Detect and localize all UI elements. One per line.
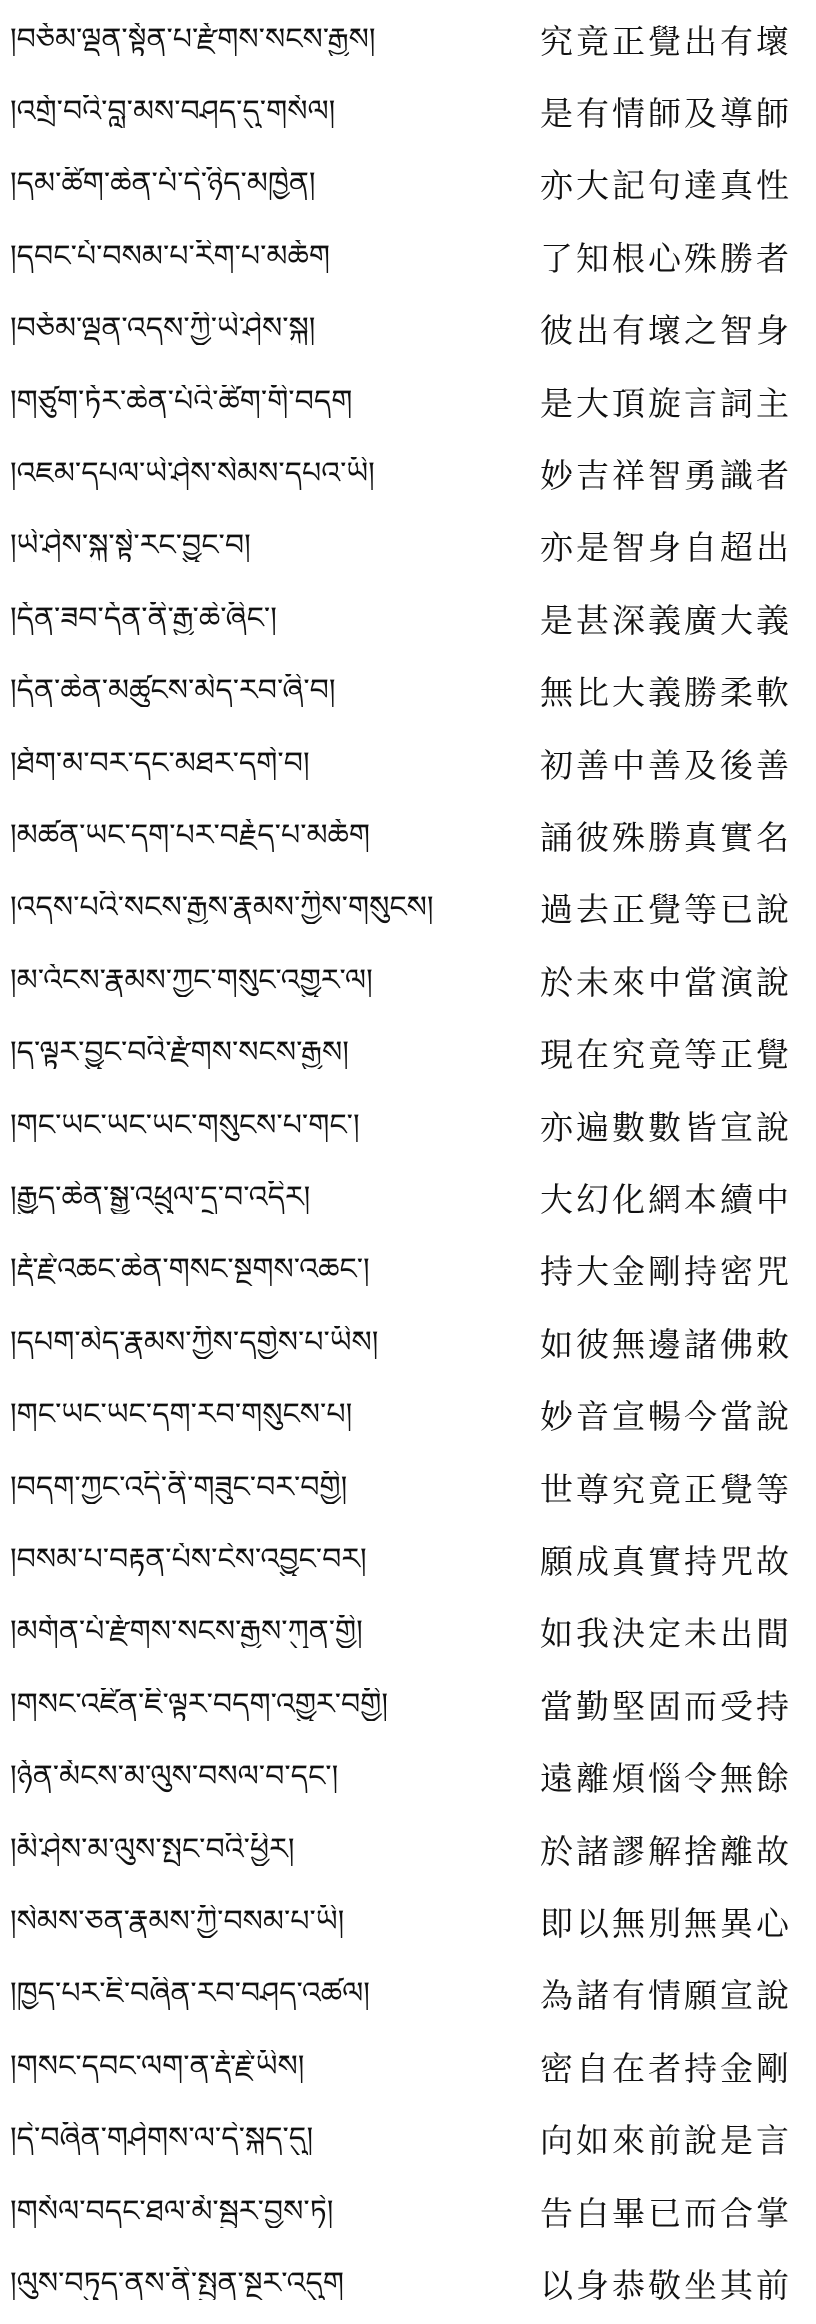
verse-line (0, 513, 816, 579)
tibetan-verse-text: །དོན་ཆེན་མཚུངས་མེད་རབ་ཞི་བ། (10, 674, 336, 708)
chinese-verse-text: 了知根心殊勝者 (540, 238, 792, 278)
tibetan-verse-text: །མི་ཤེས་མ་ལུས་སྤང་བའི་ཕྱིར། (10, 1832, 295, 1866)
tibetan-verse-text: །བཅོམ་ལྡན་འདས་ཀྱི་ཡེ་ཤེས་སྐུ། (10, 312, 316, 346)
chinese-verse-text: 過去正覺等已說 (540, 890, 792, 930)
tibetan-verse-text: །བཅོམ་ལྡན་སྟོན་པ་རྫོགས་སངས་རྒྱས། (10, 22, 376, 56)
chinese-verse-text: 彼出有壞之智身 (540, 311, 792, 351)
verse-line (0, 6, 816, 72)
verse-line (0, 1454, 816, 1520)
tibetan-verse-text: །རྡོ་རྗེ་འཆང་ཆེན་གསང་སྔགས་འཆང་། (10, 1253, 370, 1287)
tibetan-verse-text: །དམ་ཚིག་ཆེན་པོ་དེ་ཉིད་མཁྱེན། (10, 167, 316, 201)
tibetan-verse-text: །གསང་དབང་ལག་ན་རྡོ་རྗེ་ཡིས། (10, 2049, 305, 2083)
verse-line (0, 2106, 816, 2172)
chinese-verse-text: 為諸有情願宣說 (540, 1976, 792, 2016)
tibetan-verse-text: །མ་འོངས་རྣམས་ཀྱང་གསུང་འགྱུར་ལ། (10, 963, 373, 997)
verse-line (0, 585, 816, 651)
tibetan-verse-text: །བསམ་པ་བརྟན་པོས་ངེས་འབྱུང་བར། (10, 1542, 367, 1576)
tibetan-verse-text: །འདས་པའི་སངས་རྒྱས་རྣམས་ཀྱིས་གསུངས། (10, 891, 434, 925)
verse-line (0, 223, 816, 289)
tibetan-verse-text: །དོན་ཟབ་དོན་ནི་རྒྱ་ཆེ་ཞིང་། (10, 601, 277, 635)
chinese-verse-text: 世尊究竟正覺等 (540, 1469, 792, 1509)
verse-line (0, 1816, 816, 1882)
tibetan-verse-text: །ལུས་བཏུད་ནས་ནི་སྤྱན་སྔར་འདུག (10, 2266, 344, 2300)
verse-line (0, 1237, 816, 1303)
chinese-verse-text: 如我決定未出間 (540, 1614, 792, 1654)
chinese-verse-text: 持大金剛持密咒 (540, 1252, 792, 1292)
tibetan-verse-text: །དབང་པོ་བསམ་པ་རིག་པ་མཆོག (10, 239, 330, 273)
tibetan-verse-text: །མགོན་པོ་རྫོགས་སངས་རྒྱས་ཀུན་གྱི། (10, 1615, 363, 1649)
chinese-verse-text: 現在究竟等正覺 (540, 1035, 792, 1075)
verse-line (0, 802, 816, 868)
verse-line (0, 1526, 816, 1592)
tibetan-verse-text: །གསོལ་བདང་ཐལ་མོ་སྦྱར་བྱས་ཏེ། (10, 2194, 334, 2228)
tibetan-verse-text: །གང་ཡང་ཡང་ཡང་གསུངས་པ་གང་། (10, 1108, 360, 1142)
chinese-verse-text: 遠離煩惱令無餘 (540, 1759, 792, 1799)
verse-line (0, 296, 816, 362)
verse-line (0, 730, 816, 796)
tibetan-verse-text: །ད་ལྟར་བྱུང་བའི་རྫོགས་སངས་རྒྱས། (10, 1036, 349, 1070)
tibetan-verse-text: །ཡེ་ཤེས་སྐུ་སྟེ་རང་བྱུང་བ། (10, 529, 251, 563)
tibetan-verse-text: །རྒྱུད་ཆེན་སྒྱུ་འཕྲུལ་དྲ་བ་འདིར། (10, 1180, 311, 1214)
chinese-verse-text: 是甚深義廣大義 (540, 600, 792, 640)
tibetan-verse-text: །ཐོག་མ་བར་དང་མཐར་དགེ་བ། (10, 746, 310, 780)
tibetan-verse-text: །གཙུག་ཏོར་ཆེན་པོའི་ཚིག་གི་བདག (10, 384, 353, 418)
verse-line (0, 1599, 816, 1665)
verse-line (0, 1164, 816, 1230)
chinese-verse-text: 當勤堅固而受持 (540, 1686, 792, 1726)
chinese-verse-text: 無比大義勝柔軟 (540, 673, 792, 713)
chinese-verse-text: 於未來中當演說 (540, 962, 792, 1002)
chinese-verse-text: 於諸謬解捨離故 (540, 1831, 792, 1871)
verse-line (0, 1020, 816, 1086)
chinese-verse-text: 妙吉祥智勇識者 (540, 455, 792, 495)
chinese-verse-text: 究竟正覺出有壞 (540, 21, 792, 61)
chinese-verse-text: 願成真實持咒故 (540, 1541, 792, 1581)
verse-line (0, 947, 816, 1013)
tibetan-verse-text: །སེམས་ཅན་རྣམས་ཀྱི་བསམ་པ་ཡི། (10, 1904, 345, 1938)
verse-line (0, 658, 816, 724)
chinese-verse-text: 即以無別無異心 (540, 1903, 792, 1943)
verse-line (0, 2250, 816, 2316)
verse-line (0, 368, 816, 434)
tibetan-verse-text: །དེ་བཞིན་གཤེགས་ལ་དེ་སྐད་དུ། (10, 2122, 314, 2156)
verse-line (0, 151, 816, 217)
verse-line (0, 2178, 816, 2244)
chinese-verse-text: 誦彼殊勝真實名 (540, 817, 792, 857)
tibetan-verse-text: །ཁྱད་པར་ཇི་བཞིན་རབ་བཤད་འཚལ། (10, 1977, 370, 2011)
tibetan-verse-text: །ཉོན་མོངས་མ་ལུས་བསལ་བ་དང་། (10, 1760, 339, 1794)
tibetan-verse-text: །གང་ཡང་ཡང་དག་རབ་གསུངས་པ། (10, 1398, 353, 1432)
tibetan-verse-text: །མཚན་ཡང་དག་པར་བརྗོད་པ་མཆོག (10, 818, 371, 852)
tibetan-verse-text: །དཔག་མེད་རྣམས་ཀྱིས་དགྱེས་པ་ཡིས། (10, 1325, 379, 1359)
verse-line (0, 1888, 816, 1954)
tibetan-verse-text: །བདག་ཀྱང་འདི་ནི་གཟུང་བར་བགྱི། (10, 1470, 348, 1504)
chinese-verse-text: 亦大記句達真性 (540, 166, 792, 206)
tibetan-verse-text: །གསང་འཛིན་ཇི་ལྟར་བདག་འགྱུར་བགྱི། (10, 1687, 389, 1721)
chinese-verse-text: 告白畢已而合掌 (540, 2193, 792, 2233)
chinese-verse-text: 向如來前說是言 (540, 2121, 792, 2161)
verse-line (0, 1092, 816, 1158)
chinese-verse-text: 密自在者持金剛 (540, 2048, 792, 2088)
chinese-verse-text: 大幻化網本續中 (540, 1179, 792, 1219)
tibetan-verse-text: །འགྲོ་བའི་བླ་མས་བཤད་དུ་གསོལ། (10, 94, 336, 128)
verse-line (0, 1744, 816, 1810)
verse-line (0, 1309, 816, 1375)
verse-line (0, 2033, 816, 2099)
chinese-verse-text: 以身恭敬坐其前 (540, 2265, 792, 2305)
verse-line (0, 78, 816, 144)
chinese-verse-text: 亦是智身自超出 (540, 528, 792, 568)
verse-line (0, 440, 816, 506)
chinese-verse-text: 初善中善及後善 (540, 745, 792, 785)
chinese-verse-text: 是有情師及導師 (540, 93, 792, 133)
verse-line (0, 875, 816, 941)
chinese-verse-text: 如彼無邊諸佛敕 (540, 1324, 792, 1364)
chinese-verse-text: 妙音宣暢今當說 (540, 1397, 792, 1437)
verse-line (0, 1382, 816, 1448)
verse-line (0, 1671, 816, 1737)
verse-line (0, 1961, 816, 2027)
tibetan-verse-text: །འཇམ་དཔལ་ཡེ་ཤེས་སེམས་དཔའ་ཡི། (10, 456, 375, 490)
chinese-verse-text: 亦遍數數皆宣說 (540, 1107, 792, 1147)
chinese-verse-text: 是大頂旋言詞主 (540, 383, 792, 423)
